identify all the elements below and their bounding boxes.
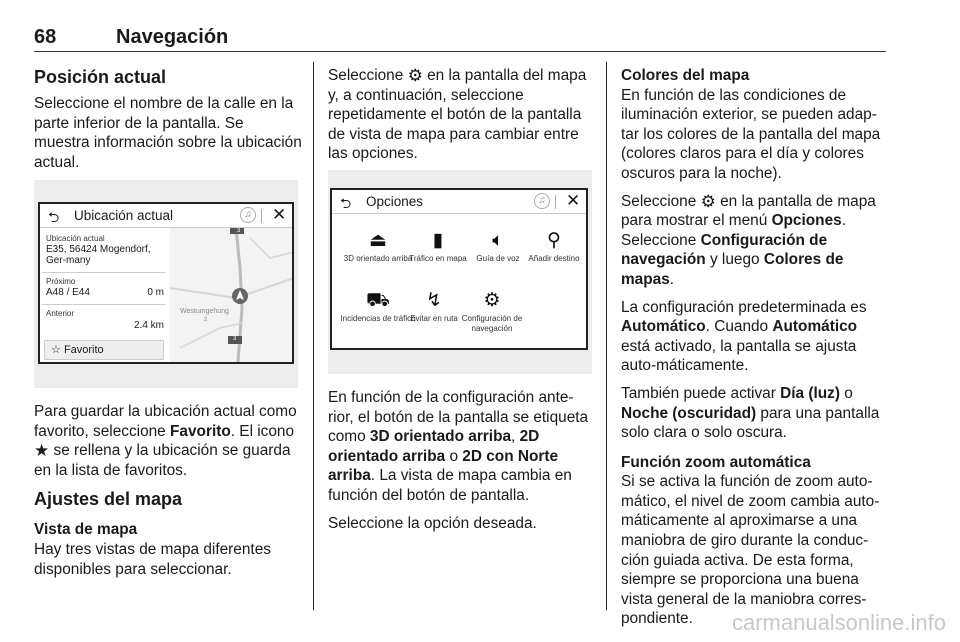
star-outline-icon: ☆ — [51, 344, 61, 356]
current-location-label: Ubicación actual — [46, 234, 105, 243]
column-3 — [621, 66, 889, 637]
screen-title: Ubicación actual — [74, 208, 174, 223]
music-icon[interactable]: ♫ — [240, 207, 256, 223]
paragraph: Seleccione ⚙ en la pantalla de mapa para mostrar el menú Opciones. Seleccione Configuración de navegación y luego Colores de mapas. — [621, 191, 876, 288]
option-traffic-incidents[interactable]: ⛟ Incidencias de tráfico — [340, 290, 416, 323]
page-header — [34, 26, 886, 52]
paragraph: También puede activar Día (luz) o Noche (oscuridad) para una pantalla solo clara o solo oscura. — [621, 384, 880, 442]
current-location-value: E35, 56424 Mogendorf, Ger-many — [46, 244, 151, 266]
paragraph: Para guardar la ubicación actual como favorito, seleccione Favorito. El icono ★ se rellena y la ubicación se guarda en la lista de favoritos. — [34, 403, 297, 479]
previous-distance: 2.4 km — [133, 320, 164, 331]
close-icon[interactable]: ✕ — [566, 191, 581, 210]
heading-auto-zoom: Función zoom automática — [621, 453, 811, 471]
map-roads — [170, 228, 292, 362]
next-distance: 0 m — [147, 287, 164, 298]
music-icon[interactable]: ♫ — [534, 193, 550, 209]
map-view-icon: ⏏ — [369, 230, 387, 251]
option-voice-guidance[interactable]: 🔈︎ Guía de voz — [460, 230, 536, 264]
paragraph: Hay tres vistas de mapa diferentes disponibles para seleccionar. — [34, 540, 271, 578]
map-shield-b: 3 — [233, 336, 237, 342]
map-route-number: 2 — [204, 317, 208, 323]
next-label: Próximo — [46, 277, 76, 286]
back-icon[interactable]: ⮌ — [340, 195, 352, 211]
favorite-label: Favorito — [63, 344, 104, 356]
map-view[interactable] — [170, 228, 292, 362]
column-divider — [313, 62, 314, 610]
screen-frame — [330, 188, 588, 350]
divider — [42, 304, 166, 305]
screenshot-current-location — [34, 180, 298, 388]
watermark: carmanualsonline.info — [731, 610, 946, 635]
option-add-destination[interactable]: ⚲ Añadir destino — [516, 230, 592, 264]
paragraph: Seleccione ⚙ en la pantalla del mapa y, a continuación, seleccione repetidamente el botón de la pantalla de vista de mapa para cambiar entre las opciones. — [328, 66, 587, 163]
paragraph: Seleccione el nombre de la calle en la parte inferior de la pantalla. Se muestra información sobre la ubicación actual. — [34, 95, 302, 171]
close-icon[interactable]: ✕ — [272, 205, 287, 224]
location-list — [40, 228, 170, 362]
star-filled-icon: ★ — [34, 441, 50, 461]
separator — [261, 209, 262, 223]
screen-titlebar — [332, 190, 586, 214]
paragraph: En función de las condiciones de iluminación exterior, se pueden adap-tar los colores de la pantalla del mapa (colores claros para el día y colores oscuros para la noche). — [621, 86, 881, 182]
next-road: A48 / E44 — [46, 287, 90, 298]
paragraph: En función de la configuración ante-rior, el botón de la pantalla se etiqueta como 3D orientado arriba, 2D orientado arriba o 2D con Norte arriba. La vista de mapa cambia en función del botón de pantalla. — [328, 389, 589, 504]
screenshot-options — [328, 170, 592, 374]
heading-map-settings: Ajustes del mapa — [34, 489, 183, 510]
search-plus-icon: ⚲ — [547, 230, 561, 251]
back-icon[interactable]: ⮌ — [48, 209, 60, 225]
screen-frame — [38, 202, 294, 364]
traffic-light-icon: ▮ — [432, 230, 444, 251]
column-1-lower — [34, 402, 302, 587]
map-shield-a: 3 — [237, 228, 241, 234]
option-traffic-map[interactable]: ▮ Tráfico en mapa — [400, 230, 476, 264]
avoid-route-icon: ↯ — [426, 290, 442, 311]
heading-map-view: Vista de mapa — [34, 521, 138, 539]
paragraph: La configuración predeterminada es Automático. Cuando Automático está activado, la pantalla se ajusta auto-máticamente. — [621, 298, 867, 375]
previous-block[interactable] — [46, 308, 168, 338]
speaker-icon: 🔈︎ — [492, 230, 504, 251]
paragraph: Seleccione la opción deseada. — [328, 514, 537, 532]
column-divider — [606, 62, 607, 610]
paragraph: Si se activa la función de zoom auto-mático, el nivel de zoom cambia auto-máticamente al aproximarse a una maniobra de giro durante la conduc-ción guiada activa. De esta forma, siempre se proporciona una buena vista general de la maniobra corres-pondiente. — [621, 473, 880, 628]
heading-current-position: Posición actual — [34, 67, 167, 87]
option-nav-settings[interactable]: ⚙ Configuración de navegación — [454, 290, 530, 333]
map-place-label: Westumgehung — [180, 308, 229, 315]
current-location-block[interactable] — [46, 233, 168, 266]
gear-icon: ⚙ — [700, 191, 716, 211]
column-2-lower — [328, 388, 594, 541]
heading-map-colors: Colores del mapa — [621, 67, 750, 84]
screen-title: Opciones — [366, 194, 424, 209]
section-title: Navegación — [116, 26, 229, 48]
gear-icon: ⚙ — [407, 66, 423, 85]
divider — [42, 272, 166, 273]
next-block[interactable] — [46, 276, 168, 298]
gear-icon: ⚙ — [483, 290, 501, 311]
separator — [555, 195, 556, 209]
favorite-button[interactable] — [44, 340, 164, 360]
screen-titlebar — [40, 204, 292, 228]
option-avoid-route[interactable]: ↯ Evitar en ruta — [396, 290, 472, 324]
previous-label: Anterior — [46, 309, 75, 318]
page-number: 68 — [34, 26, 57, 48]
car-icon: ⛟ — [366, 290, 390, 311]
column-1 — [34, 66, 302, 180]
option-3d-view[interactable]: ⏏ 3D orientado arriba — [340, 230, 416, 264]
column-2 — [328, 66, 594, 172]
